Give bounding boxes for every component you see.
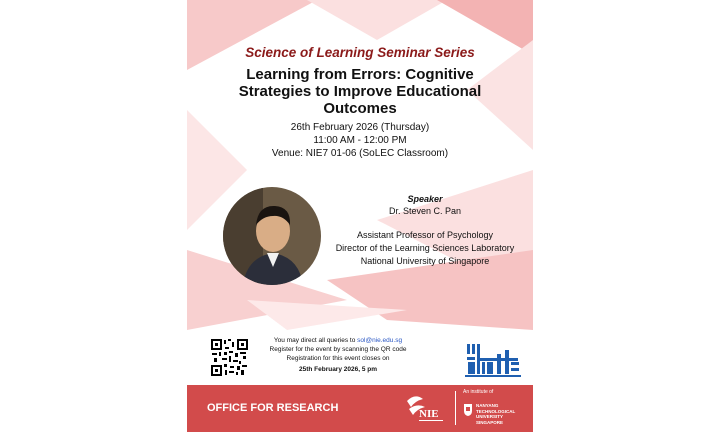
registration-deadline: 25th February 2026, 5 pm [298,366,378,373]
queries-text: You may direct all queries to [273,337,358,344]
speaker-role-2: Director of the Learning Sciences Laboratory [335,243,515,253]
speaker-heading: Speaker [407,194,443,204]
ntu-crest-icon [463,403,473,417]
event-venue: Venue: NIE7 01-06 (SoLEC Classroom) [271,148,449,159]
ntu-line-3: UNIVERSITY [476,414,504,419]
footer-bar [187,385,533,432]
seminar-title: Learning from Errors: Cognitive Strategies to Improve Educational Outcomes [238,66,482,117]
contact-email-link[interactable]: sol@nie.edu.sg [357,337,403,344]
series-title: Science of Learning Seminar Series [245,45,475,60]
speaker-role-1: Assistant Professor of Psychology [356,230,494,240]
speaker-photo [223,187,321,285]
ntu-line-2: TECHNOLOGICAL [476,408,516,414]
nie-mark-icon [405,389,445,425]
ntu-line-4: SINGAPORE [476,419,504,425]
logo-divider [455,391,456,425]
speaker-name: Dr. Steven C. Pan [388,206,462,216]
speaker-affiliation: National University of Singapore [360,256,490,266]
event-time: 11:00 AM - 12:00 PM [313,135,407,146]
event-date: 26th February 2026 (Thursday) [290,122,430,133]
seminar-poster [187,0,533,432]
registration-closes: Registration for this event closes on [286,355,390,362]
qr-code-icon[interactable] [210,338,249,377]
institute-of-label: An institute of [463,389,494,395]
ntu-wordmark [476,403,515,425]
queries-line [253,337,423,344]
office-for-research: OFFICE FOR RESEARCH [207,402,339,414]
nie-logo-icon [465,340,521,378]
scan-instruction: Register for the event by scanning the QR code [269,346,407,353]
ntu-line-1: NANYANG [476,403,499,408]
svg-text:NIE: NIE [419,408,439,420]
